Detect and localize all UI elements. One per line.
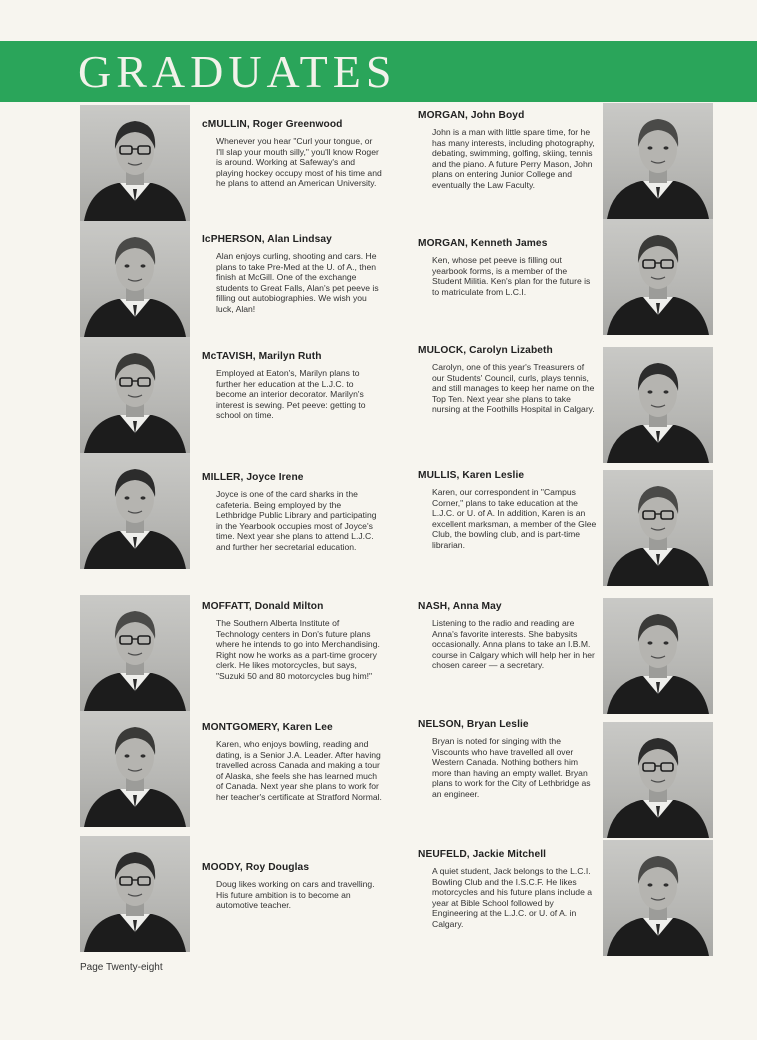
graduate-name: NELSON, Bryan Leslie — [418, 719, 529, 730]
graduate-name: MULLIS, Karen Leslie — [418, 470, 525, 481]
graduate-name: NEUFELD, Jackie Mitchell — [418, 849, 547, 860]
portrait-photo — [80, 453, 190, 569]
header-banner — [0, 41, 757, 102]
graduate-entry — [202, 351, 382, 421]
graduate-name: MORGAN, John Boyd — [418, 110, 525, 121]
graduate-entry — [418, 470, 598, 550]
graduate-name: MILLER, Joyce Irene — [202, 472, 304, 483]
portrait-photo — [80, 221, 190, 337]
graduate-bio: Bryan is noted for singing with the Viscounts who have travelled all over Western Canada. Nothing bothers him more than having an empty wallet. Bryan plans to work for the City of Lethbridge as an engineer. — [432, 736, 591, 799]
graduate-bio: Karen, who enjoys bowling, reading and dating, is a Senior J.A. Leader. After having travelled across Canada and making a tour of Alaska, she feels she has learned much of Canada. Next year she plans to work for her teacher's certificate at Stratford Normal. — [216, 739, 382, 802]
portrait-photo — [80, 595, 190, 711]
graduate-bio: Listening to the radio and reading are Anna's favorite interests. She babysits occasionally. Anna plans to take an I.B.M. course in Calgary which will help her in her chosen career — a secretary. — [432, 618, 595, 670]
portrait-figure — [80, 595, 190, 711]
graduate-name: MONTGOMERY, Karen Lee — [202, 722, 333, 733]
portrait-figure — [603, 103, 713, 219]
graduate-name: McTAVISH, Marilyn Ruth — [202, 351, 322, 362]
portrait-photo — [603, 598, 713, 714]
portrait-photo — [603, 103, 713, 219]
portrait-figure — [603, 840, 713, 956]
graduate-name: MOFFATT, Donald Milton — [202, 601, 324, 612]
graduate-bio: Carolyn, one of this year's Treasurers of our Students' Council, curls, plays tennis, and still manages to keep her name on the Top Ten. Next year she plans to take nursing at the Foothills Hospital in Calgary. — [432, 362, 595, 414]
graduate-bio: Whenever you hear "Curl your tongue, or I'll slap your mouth silly," you'll know Roger is around. Working at Safeway's and playing hockey occupy most of his time and he plans to attend an American University. — [216, 136, 382, 188]
graduate-bio: Doug likes working on cars and travelling. His future ambition is to become an automotive teacher. — [216, 879, 375, 910]
portrait-figure — [603, 347, 713, 463]
graduate-bio: A quiet student, Jack belongs to the L.C.I. Bowling Club and the I.S.C.F. He likes motorcycles and his future plans include a year at Bible School followed by Engineering at the L.J.C. or U. of A. in Calgary. — [432, 866, 593, 929]
graduate-entry — [202, 472, 382, 552]
graduate-entry — [418, 601, 598, 671]
graduate-bio: The Southern Alberta Institute of Technology centers in Don's future plans where he intends to go into Merchandising. Right now he works as a part-time grocery clerk. He likes motorcycles, but says, "Suzuki 50 and 80 motorcycles bug him!" — [216, 618, 380, 681]
graduate-name: MORGAN, Kenneth James — [418, 238, 548, 249]
graduate-bio: Joyce is one of the card sharks in the cafeteria. Being employed by the Lethbridge Public Library and participating in the Yearbook occupies most of Joyce's time. Next year she plans to attend L.J.C. and further her secretarial education. — [216, 489, 377, 552]
portrait-figure — [603, 722, 713, 838]
portrait-figure — [80, 453, 190, 569]
graduate-entry — [418, 719, 598, 799]
graduate-name: NASH, Anna May — [418, 601, 502, 612]
portrait-photo — [603, 722, 713, 838]
graduate-entry — [418, 345, 598, 415]
portrait-photo — [80, 711, 190, 827]
graduate-entry — [418, 849, 598, 929]
portrait-figure — [603, 598, 713, 714]
graduate-bio: Karen, our correspondent in "Campus Corner," plans to take education at the L.J.C. or U. of A. In addition, Karen is an excellent marksman, a member of the Glee Club, the bowling club, and is part-time librarian. — [432, 487, 597, 550]
portrait-figure — [80, 221, 190, 337]
graduate-bio: John is a man with little spare time, for he has many interests, including photography, debating, swimming, golfing, skiing, tennis and the piano. A future Perry Mason, John plans on entering Junior College and eventually the Law Faculty. — [432, 127, 595, 190]
graduate-name: cMULLIN, Roger Greenwood — [202, 119, 343, 130]
graduate-bio: Alan enjoys curling, shooting and cars. He plans to take Pre-Med at the U. of A., then finish at McGill. One of the exchange students to Great Falls, Alan's pet peeve is filling out autobiographies. We wish you luck, Alan! — [216, 251, 379, 314]
portrait-figure — [603, 219, 713, 335]
portrait-figure — [80, 711, 190, 827]
portrait-figure — [80, 105, 190, 221]
portrait-figure — [603, 470, 713, 586]
portrait-photo — [80, 105, 190, 221]
graduate-entry — [202, 601, 382, 681]
portrait-photo — [603, 219, 713, 335]
graduate-entry — [202, 234, 382, 314]
graduate-entry — [202, 119, 382, 189]
portrait-photo — [603, 470, 713, 586]
portrait-figure — [80, 337, 190, 453]
graduate-bio: Employed at Eaton's, Marilyn plans to further her education at the L.J.C. to become an interior decorator. Marilyn's interest is sewing. Pet peeve: getting to school on time. — [216, 368, 366, 420]
graduate-entry — [202, 722, 382, 802]
graduate-entry — [418, 110, 598, 190]
page-title: GRADUATES — [78, 46, 397, 97]
graduate-entry — [202, 862, 382, 911]
graduate-name: IcPHERSON, Alan Lindsay — [202, 234, 332, 245]
page-number: Page Twenty-eight — [80, 962, 163, 973]
graduate-name: MOODY, Roy Douglas — [202, 862, 310, 873]
portrait-figure — [80, 836, 190, 952]
graduate-entry — [418, 238, 598, 297]
graduate-bio: Ken, whose pet peeve is filling out yearbook forms, is a member of the Student Militia. Ken's plan for the future is to matriculate from L.C.I. — [432, 255, 591, 297]
portrait-photo — [80, 836, 190, 952]
portrait-photo — [80, 337, 190, 453]
graduate-name: MULOCK, Carolyn Lizabeth — [418, 345, 553, 356]
portrait-photo — [603, 347, 713, 463]
portrait-photo — [603, 840, 713, 956]
